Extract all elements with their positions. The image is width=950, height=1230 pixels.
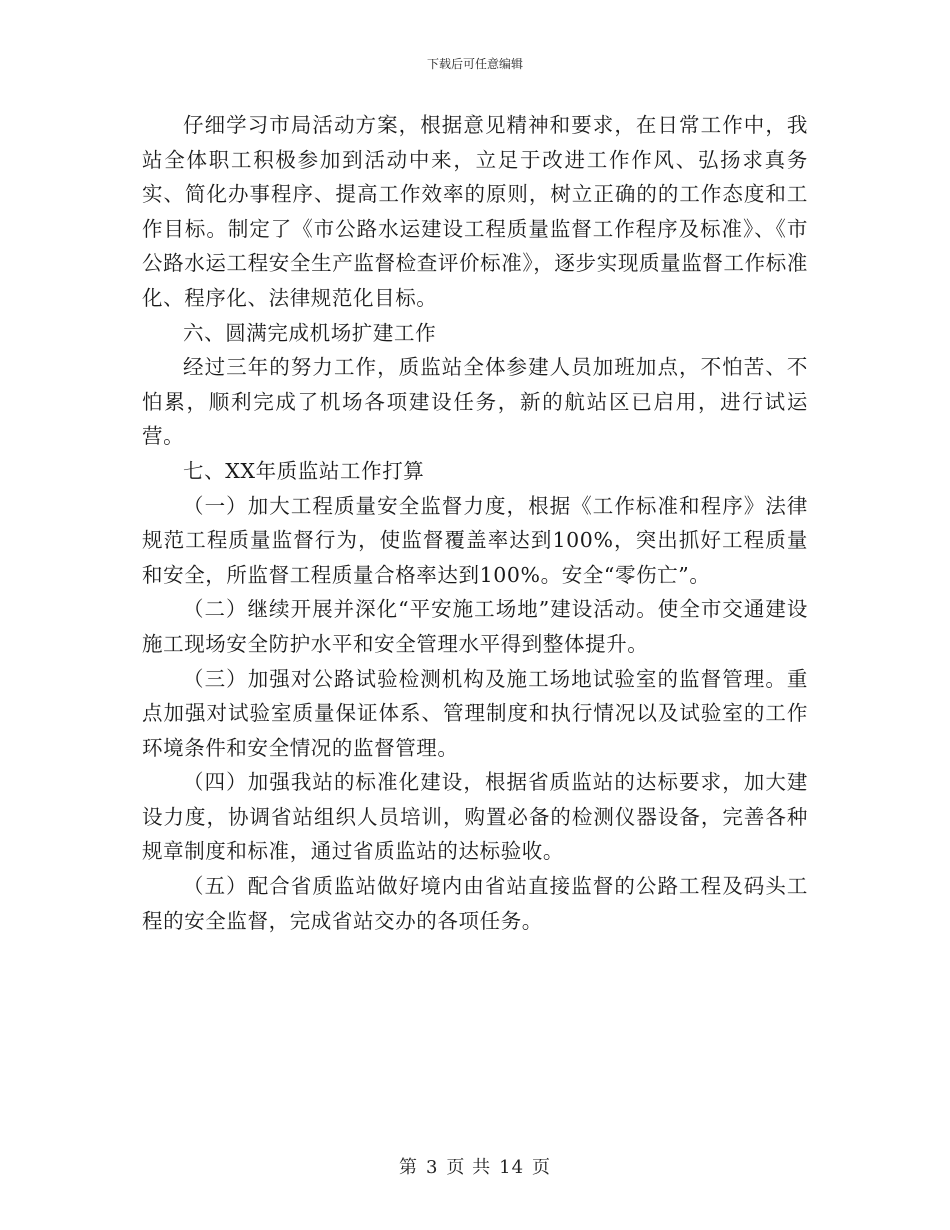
plan-item-4: （四）加强我站的标准化建设，根据省质监站的达标要求，加大建设力度，协调省站组织人员培训，购置必备的检测仪器设备，完善各种规章制度和标准，通过省质监站的达标验收。	[142, 770, 808, 864]
section-heading-airport: 六、圆满完成机场扩建工作	[183, 320, 437, 345]
footer-prefix: 第	[398, 1157, 418, 1178]
paragraph-work-attitude: 仔细学习市局活动方案，根据意见精神和要求，在日常工作中，我站全体职工积极参加到活动中来，立足于改进工作作风、弘扬求真务实、简化办事程序、提高工作效率的原则，树立正确的的工作态度和工作目标。制定了《市公路水运建设工程质量监督工作程序及标准》、《市公路水运工程安全生产监督检查评价标准》，逐步实现质量监督工作标准化、程序化、法律规范化目标。	[142, 113, 808, 310]
footer-suffix: 页	[532, 1157, 552, 1178]
page-header: 下载后可任意编辑	[426, 57, 523, 71]
total-pages: 14	[499, 1157, 525, 1178]
plan-item-2: （二）继续开展并深化“平安施工场地”建设活动。使全市交通建设施工现场安全防护水平和安全管理水平得到整体提升。	[142, 597, 808, 656]
document-body	[142, 108, 808, 938]
paragraph-airport: 经过三年的努力工作，质监站全体参建人员加班加点，不怕苦、不怕累，顺利完成了机场各项建设任务，新的航站区已启用，进行试运营。	[142, 355, 808, 449]
footer-middle: 页 共	[446, 1157, 492, 1178]
plan-item-1: （一）加大工程质量安全监督力度，根据《工作标准和程序》法律规范工程质量监督行为，使监督覆盖率达到100%，突出抓好工程质量和安全，所监督工程质量合格率达到100%。安全“零伤亡”。	[142, 493, 808, 587]
page-footer	[0, 1153, 950, 1179]
page-number: 3	[425, 1157, 439, 1178]
section-heading-plan: 七、XX年质监站工作打算	[183, 458, 425, 483]
plan-item-3: （三）加强对公路试验检测机构及施工场地试验室的监督管理。重点加强对试验室质量保证体系、管理制度和执行情况以及试验室的工作环境条件和安全情况的监督管理。	[142, 666, 808, 760]
plan-item-5: （五）配合省质监站做好境内由省站直接监督的公路工程及码头工程的安全监督，完成省站交办的各项任务。	[142, 874, 808, 933]
